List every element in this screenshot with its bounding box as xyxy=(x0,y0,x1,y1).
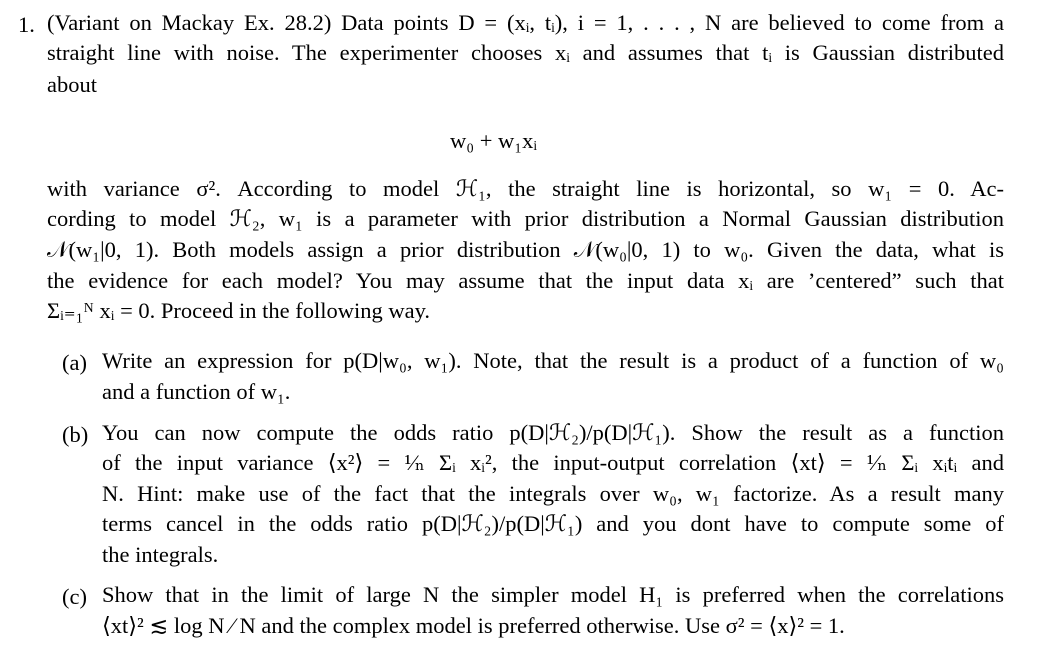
body-line-1: with variance σ². According to model ℋ₁, the straight line is horizontal, so w₁ = 0. Ac- xyxy=(47,176,1004,201)
part-a-line-2: and a function of w₁. xyxy=(102,379,291,404)
intro-line-3: about xyxy=(47,72,97,97)
part-b-line-5: the integrals. xyxy=(102,542,219,567)
intro-line-2: straight line with noise. The experimenter chooses xᵢ and assumes that tᵢ is Gaussian distributed xyxy=(47,40,1004,65)
part-b-line-4: terms cancel in the odds ratio p(D|ℋ₂)/p(D|ℋ₁) and you dont have to compute some of xyxy=(102,511,1004,536)
part-b-label: (b) xyxy=(62,422,89,447)
body-line-4: the evidence for each model? You may assume that the input data xᵢ are ’centered” such that xyxy=(47,268,1004,293)
part-b-line-3: N. Hint: make use of the fact that the integrals over w₀, w₁ factorize. As a result many xyxy=(102,481,1004,506)
intro-line-1: (Variant on Mackay Ex. 28.2) Data points D = (xᵢ, tᵢ), i = 1, . . . , N are believed to come from a xyxy=(47,10,1004,35)
part-b-line-1: You can now compute the odds ratio p(D|ℋ₂)/p(D|ℋ₁). Show the result as a function xyxy=(102,420,1004,445)
problem-number: 1. xyxy=(18,12,35,37)
body-line-2: cording to model ℋ₂, w₁ is a parameter with prior distribution a Normal Gaussian distribution xyxy=(47,206,1004,231)
part-c-line-2: ⟨xt⟩² ≲ log N ⁄ N and the complex model is preferred otherwise. Use σ² = ⟨x⟩² = 1. xyxy=(102,613,845,638)
display-equation: w₀ + w₁xᵢ xyxy=(450,128,538,153)
part-a-label: (a) xyxy=(62,350,87,375)
part-c-line-1: Show that in the limit of large N the simpler model H₁ is preferred when the correlations xyxy=(102,582,1004,607)
part-c-label: (c) xyxy=(62,584,87,609)
part-a-line-1: Write an expression for p(D|w₀, w₁). Note, that the result is a product of a function of w₀ xyxy=(102,348,1004,373)
body-line-5: Σᵢ₌₁ᴺ xᵢ = 0. Proceed in the following way. xyxy=(47,298,430,323)
body-line-3: 𝒩(w₁|0, 1). Both models assign a prior distribution 𝒩(w₀|0, 1) to w₀. Given the data, what is xyxy=(47,237,1004,262)
part-b-line-2: of the input variance ⟨x²⟩ = ¹⁄ₙ Σᵢ xᵢ², the input-output correlation ⟨xt⟩ = ¹⁄ₙ Σᵢ xᵢtᵢ and xyxy=(102,450,1004,475)
